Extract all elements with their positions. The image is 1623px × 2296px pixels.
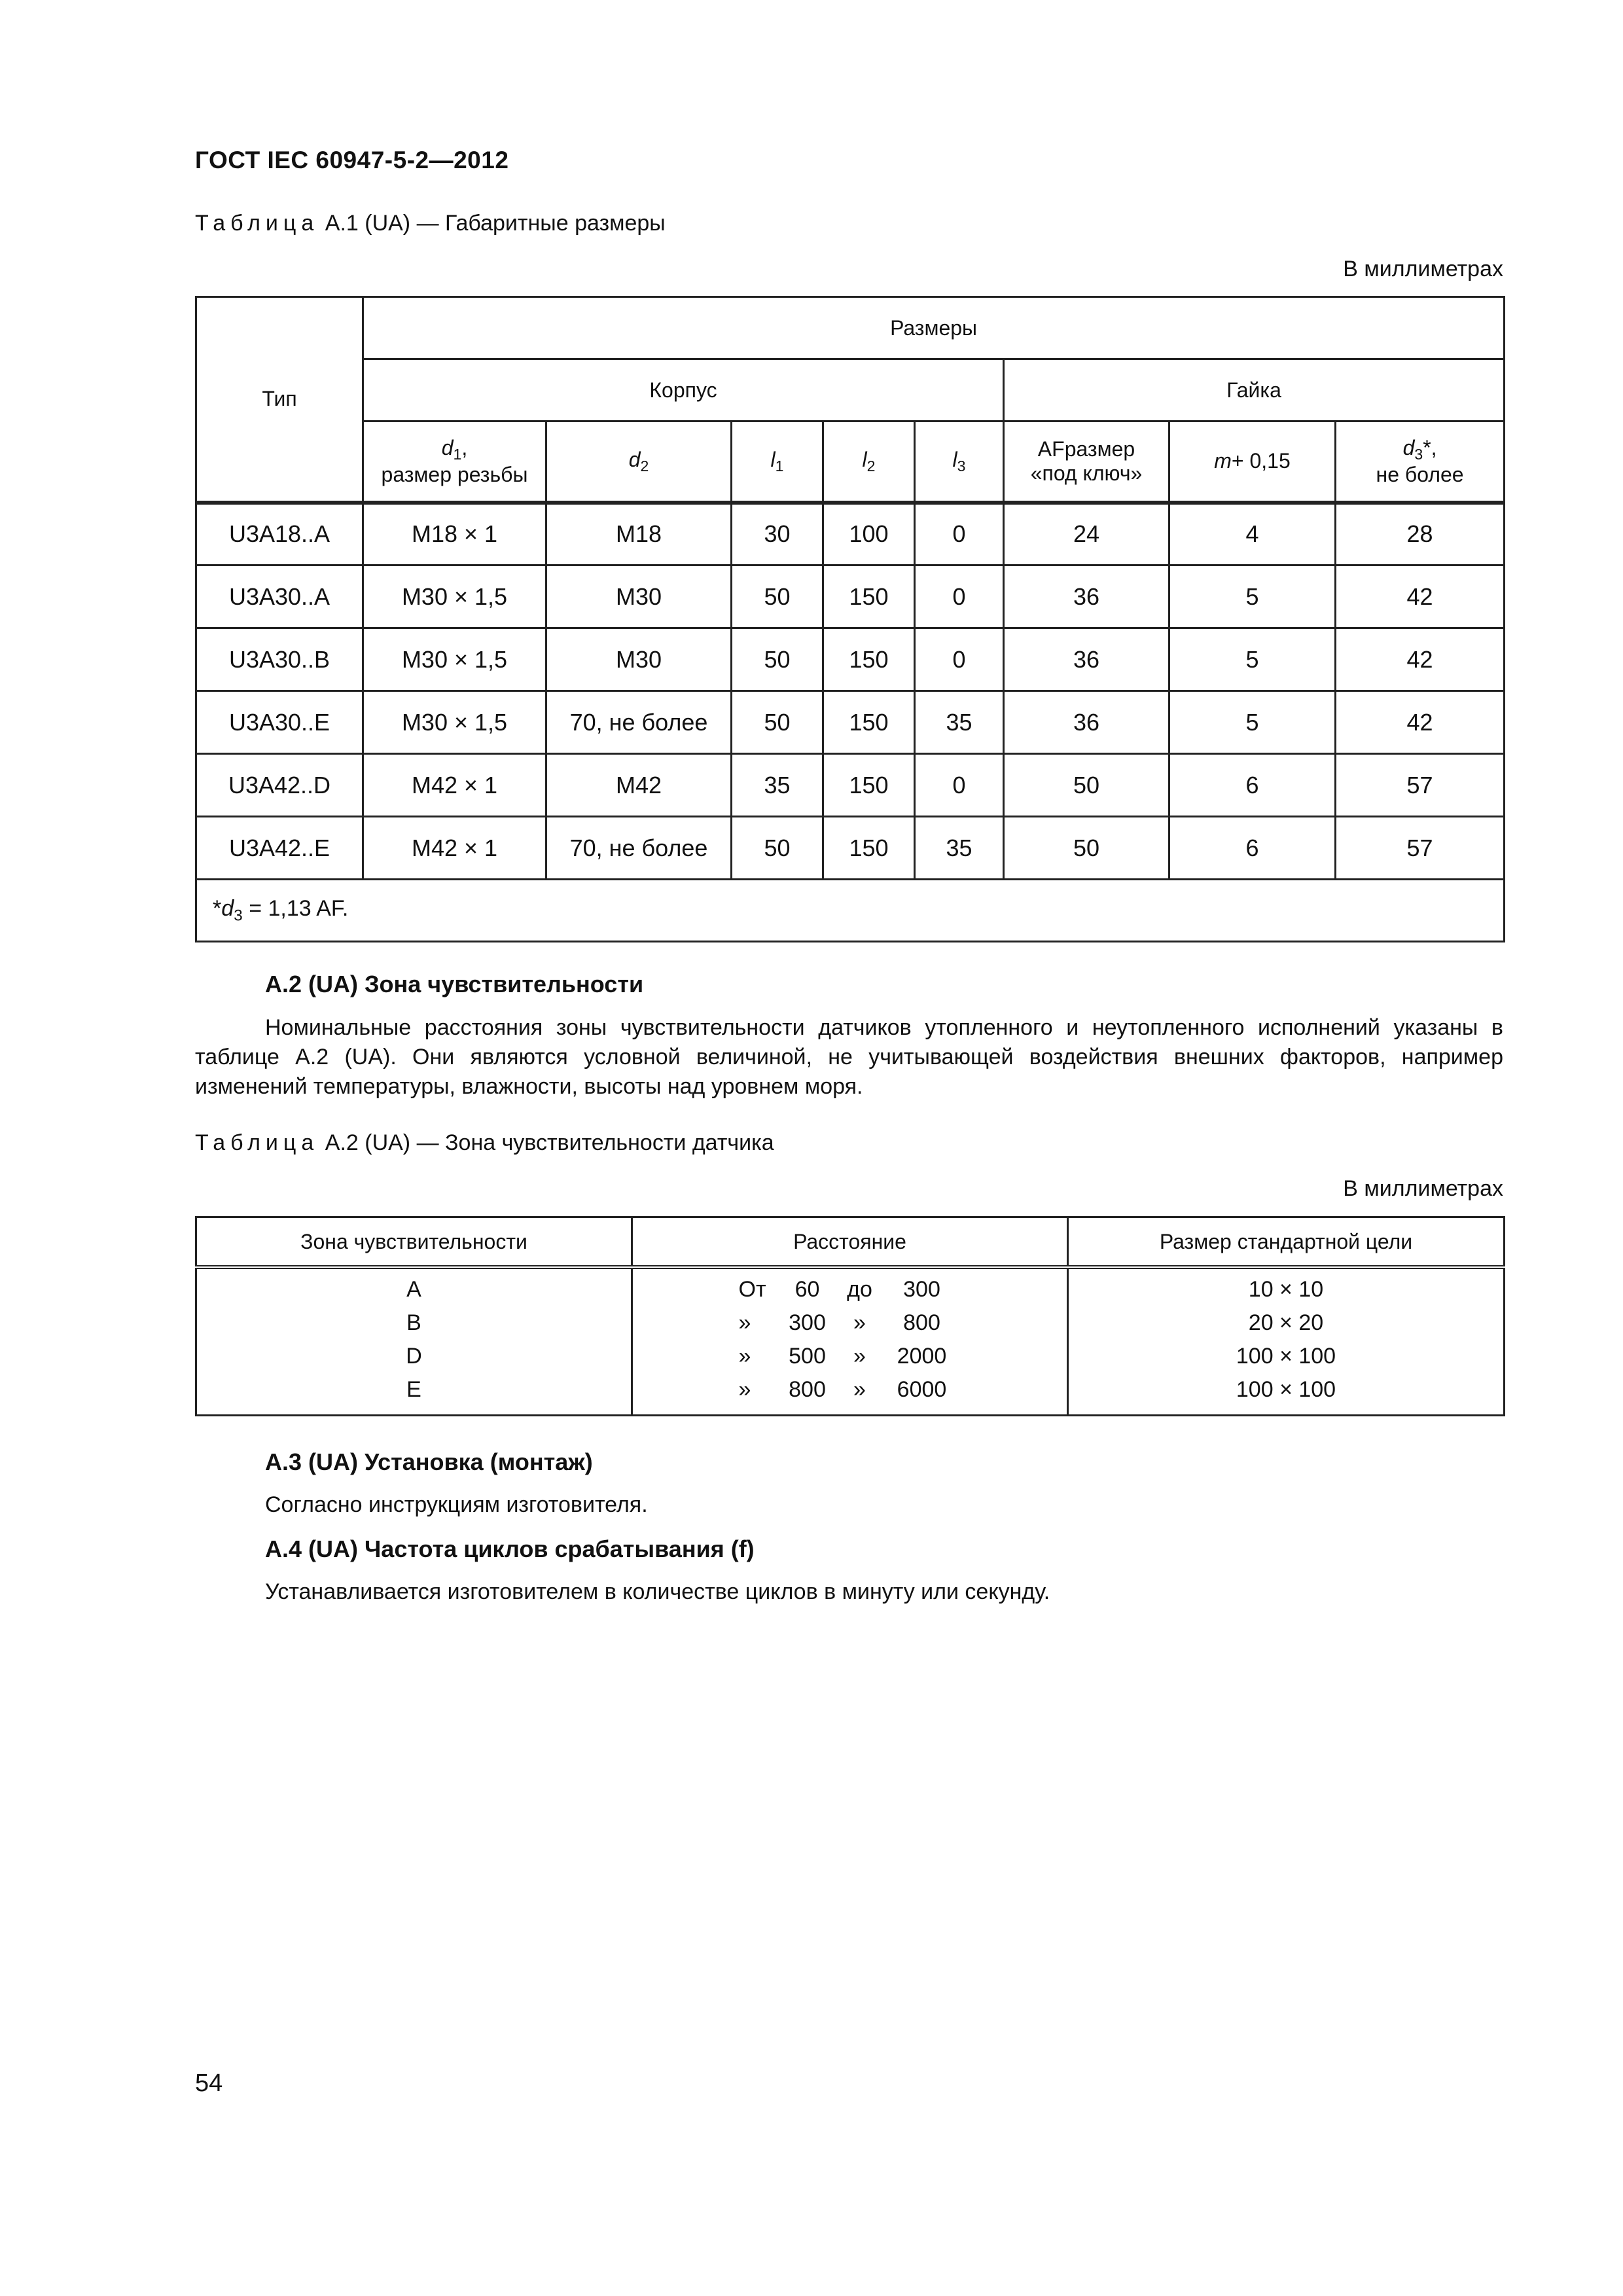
distance-cell: » 300 » 800 <box>738 1310 940 1335</box>
zone-cell: A <box>406 1277 421 1302</box>
cell-d1: M30 × 1,5 <box>363 565 546 628</box>
header-target-size: Размер стандартной цели <box>1068 1217 1505 1268</box>
cell-m: 6 <box>1169 817 1336 880</box>
zone-cell: D <box>406 1344 422 1369</box>
header-d2: $d_2$ <box>546 422 732 503</box>
table-row <box>196 1267 1505 1416</box>
distance-column <box>632 1267 1068 1416</box>
table1-footnote: $*d_3 = 1,13$ AF. <box>196 880 1505 942</box>
table1-caption <box>195 211 666 236</box>
cell-l1: 50 <box>732 817 823 880</box>
target-cell: 100 × 100 <box>1236 1344 1336 1369</box>
cell-m: 5 <box>1169 628 1336 691</box>
table1-caption-word: Таблица <box>195 211 319 236</box>
table-row <box>196 565 1505 628</box>
cell-af: 36 <box>1004 628 1169 691</box>
table-row <box>196 628 1505 691</box>
target-column <box>1068 1267 1505 1416</box>
cell-type: U3A18..A <box>196 503 363 565</box>
distance-cell: » 800 » 6000 <box>738 1377 947 1402</box>
header-d1: $d_1$, размер резьбы <box>363 422 546 503</box>
cell-d1: M30 × 1,5 <box>363 628 546 691</box>
section-a3-heading: А.3 (UA) Установка (монтаж) <box>265 1448 593 1475</box>
cell-m: 6 <box>1169 754 1336 817</box>
table1-units: В миллиметрах <box>1343 257 1503 281</box>
header-sizes: Размеры <box>363 297 1505 359</box>
cell-d1: M30 × 1,5 <box>363 691 546 754</box>
zone-cell: B <box>406 1310 421 1335</box>
cell-d2: 70, не более <box>546 817 732 880</box>
cell-type: U3A30..B <box>196 628 363 691</box>
header-d3: $d_3*$, не более <box>1336 422 1505 503</box>
cell-type: U3A42..D <box>196 754 363 817</box>
header-l1: $l_1$ <box>732 422 823 503</box>
cell-l1: 50 <box>732 565 823 628</box>
page-number: 54 <box>195 2070 223 2097</box>
cell-d1: M42 × 1 <box>363 754 546 817</box>
section-a4-heading: А.4 (UA) Частота циклов срабатывания (f) <box>265 1535 755 1562</box>
cell-l1: 50 <box>732 691 823 754</box>
distance-cell: » 500 » 2000 <box>738 1344 947 1369</box>
cell-l3: 0 <box>915 754 1004 817</box>
cell-d1: M18 × 1 <box>363 503 546 565</box>
section-a4-text: Устанавливается изготовителем в количестве циклов в минуту или секунду. <box>265 1579 1050 1604</box>
cell-type: U3A30..A <box>196 565 363 628</box>
cell-l3: 0 <box>915 503 1004 565</box>
cell-l3: 0 <box>915 628 1004 691</box>
cell-l1: 35 <box>732 754 823 817</box>
distance-cell: От 60 до 300 <box>738 1277 940 1302</box>
header-distance: Расстояние <box>632 1217 1068 1268</box>
target-cell: 10 × 10 <box>1248 1277 1324 1302</box>
header-nut: Гайка <box>1004 359 1505 422</box>
cell-d2: M30 <box>546 565 732 628</box>
section-a2-paragraph: Номинальные расстояния зоны чувствительности датчиков утопленного и неутопленного исполнений указаны в таблице А.2 (UA). Они являются условной величиной, не учитывающей воздействия внешних факторов, например изменений температуры, влажности, высоты над уровнем моря. <box>195 1015 1503 1099</box>
table2-caption-word: Таблица <box>195 1130 319 1155</box>
table2-caption <box>195 1130 774 1156</box>
target-cell: 100 × 100 <box>1236 1377 1336 1402</box>
cell-l3: 0 <box>915 565 1004 628</box>
cell-l3: 35 <box>915 691 1004 754</box>
cell-d2: M30 <box>546 628 732 691</box>
section-a2-heading: А.2 (UA) Зона чувствительности <box>265 971 644 997</box>
table-row <box>196 754 1505 817</box>
table2-caption-text: А.2 (UA) — Зона чувствительности датчика <box>325 1130 774 1155</box>
cell-m: 5 <box>1169 565 1336 628</box>
sensitivity-zone-table <box>195 1216 1505 1416</box>
dimensions-table <box>195 296 1505 942</box>
cell-d3: 42 <box>1336 691 1505 754</box>
header-m: m+ 0,15 <box>1169 422 1336 503</box>
cell-d2: 70, не более <box>546 691 732 754</box>
header-type: Тип <box>196 297 363 503</box>
header-body: Корпус <box>363 359 1004 422</box>
cell-m: 5 <box>1169 691 1336 754</box>
table-row <box>196 691 1505 754</box>
cell-m: 4 <box>1169 503 1336 565</box>
cell-d3: 57 <box>1336 817 1505 880</box>
cell-af: 36 <box>1004 565 1169 628</box>
cell-af: 36 <box>1004 691 1169 754</box>
table2-units: В миллиметрах <box>1343 1176 1503 1201</box>
cell-d3: 42 <box>1336 565 1505 628</box>
cell-l2: 150 <box>823 817 915 880</box>
cell-l2: 150 <box>823 628 915 691</box>
footnote-row <box>196 880 1505 942</box>
cell-l2: 150 <box>823 565 915 628</box>
cell-l1: 30 <box>732 503 823 565</box>
cell-type: U3A42..E <box>196 817 363 880</box>
standard-header: ГОСТ IEC 60947-5-2—2012 <box>195 147 509 173</box>
cell-d3: 42 <box>1336 628 1505 691</box>
cell-af: 50 <box>1004 817 1169 880</box>
header-zone: Зона чувствительности <box>196 1217 632 1268</box>
cell-af: 24 <box>1004 503 1169 565</box>
header-af: AFразмер «под ключ» <box>1004 422 1169 503</box>
cell-d2: M18 <box>546 503 732 565</box>
cell-d2: M42 <box>546 754 732 817</box>
table-row <box>196 817 1505 880</box>
cell-l1: 50 <box>732 628 823 691</box>
cell-l2: 100 <box>823 503 915 565</box>
zone-column <box>196 1267 632 1416</box>
zone-cell: E <box>406 1377 421 1402</box>
cell-l3: 35 <box>915 817 1004 880</box>
cell-l2: 150 <box>823 691 915 754</box>
cell-d3: 57 <box>1336 754 1505 817</box>
cell-d1: M42 × 1 <box>363 817 546 880</box>
table1-caption-text: А.1 (UA) — Габаритные размеры <box>325 211 666 236</box>
header-l2: $l_2$ <box>823 422 915 503</box>
cell-af: 50 <box>1004 754 1169 817</box>
cell-l2: 150 <box>823 754 915 817</box>
table-row <box>196 503 1505 565</box>
cell-type: U3A30..E <box>196 691 363 754</box>
target-cell: 20 × 20 <box>1248 1310 1324 1335</box>
header-l3: $l_3$ <box>915 422 1004 503</box>
cell-d3: 28 <box>1336 503 1505 565</box>
section-a3-text: Согласно инструкциям изготовителя. <box>265 1492 648 1517</box>
